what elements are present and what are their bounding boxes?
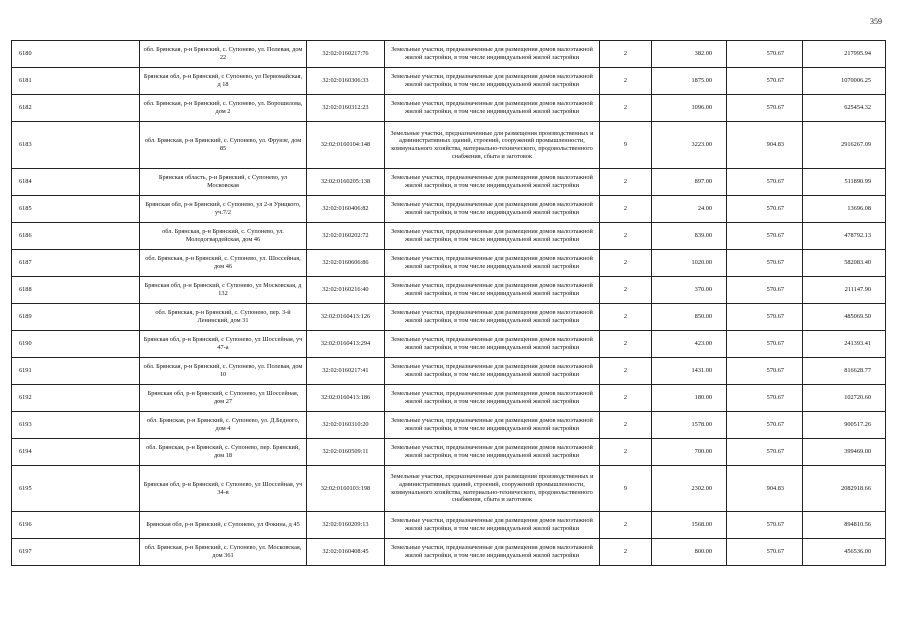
address-cell: Брянская обл, р-н Брянский, с Супонево, ул 2-я Урицкого, уч.7/2	[140, 196, 307, 223]
land-use-cell: Земельные участки, предназначенные для размещения домов малоэтажной жилой застройки, в том числе индивидуальной жилой застройки	[385, 41, 600, 68]
table-row	[12, 68, 886, 95]
cadastral-number-cell: 32:02:0160413:186	[307, 385, 385, 412]
cadastral-value-cell: 13696.08	[803, 196, 886, 223]
specific-value-cell: 570.67	[727, 304, 803, 331]
address-cell: Брянская обл, р-н Брянский, с Супонево, ул Шоссейная, уч 34-в	[140, 466, 307, 512]
land-use-cell: Земельные участки, предназначенные для размещения домов малоэтажной жилой застройки, в том числе индивидуальной жилой застройки	[385, 304, 600, 331]
specific-value-cell: 570.67	[727, 223, 803, 250]
address-cell: Брянская обл, р-н Брянский, с Супонево, ул Фокина, д 45	[140, 512, 307, 539]
cadastral-number-cell: 32:02:0160205:138	[307, 169, 385, 196]
land-use-cell: Земельные участки, предназначенные для размещения домов малоэтажной жилой застройки, в том числе индивидуальной жилой застройки	[385, 250, 600, 277]
area-cell: 1431.00	[652, 358, 727, 385]
specific-value-cell: 570.67	[727, 95, 803, 122]
use-group-cell: 2	[600, 277, 652, 304]
area-cell: 700.00	[652, 439, 727, 466]
cadastral-value-cell: 456536.00	[803, 539, 886, 566]
land-use-cell: Земельные участки, предназначенные для размещения домов малоэтажной жилой застройки, в том числе индивидуальной жилой застройки	[385, 68, 600, 95]
cadastral-value-cell: 582083.40	[803, 250, 886, 277]
land-use-cell: Земельные участки, предназначенные для размещения домов малоэтажной жилой застройки, в том числе индивидуальной жилой застройки	[385, 539, 600, 566]
row-id-cell: 6188	[12, 277, 140, 304]
area-cell: 1020.00	[652, 250, 727, 277]
row-id-cell: 6193	[12, 412, 140, 439]
table-row	[12, 358, 886, 385]
table-row	[12, 331, 886, 358]
table-row	[12, 223, 886, 250]
cadastral-value-cell: 816628.77	[803, 358, 886, 385]
cadastral-number-cell: 32:02:0160209:13	[307, 512, 385, 539]
use-group-cell: 2	[600, 412, 652, 439]
cadastral-value-cell: 2916267.09	[803, 122, 886, 169]
specific-value-cell: 570.67	[727, 250, 803, 277]
row-id-cell: 6186	[12, 223, 140, 250]
address-cell: Брянская обл, р-н Брянский, с Супонево, ул Первомайская, д 18	[140, 68, 307, 95]
address-cell: Брянская обл, р-н Брянский, с Супонево, ул Шоссейная, дом 27	[140, 385, 307, 412]
land-use-cell: Земельные участки, предназначенные для размещения домов малоэтажной жилой застройки, в том числе индивидуальной жилой застройки	[385, 358, 600, 385]
table-row	[12, 95, 886, 122]
cadastral-number-cell: 32:02:0160310:20	[307, 412, 385, 439]
table-row	[12, 539, 886, 566]
cadastral-value-cell: 900517.26	[803, 412, 886, 439]
specific-value-cell: 570.67	[727, 439, 803, 466]
cadastral-value-cell: 511890.99	[803, 169, 886, 196]
specific-value-cell: 570.67	[727, 196, 803, 223]
land-use-cell: Земельные участки, предназначенные для размещения домов малоэтажной жилой застройки, в том числе индивидуальной жилой застройки	[385, 412, 600, 439]
cadastral-number-cell: 32:02:0160606:86	[307, 250, 385, 277]
cadastral-value-cell: 399469.00	[803, 439, 886, 466]
specific-value-cell: 570.67	[727, 385, 803, 412]
specific-value-cell: 904.83	[727, 466, 803, 512]
area-cell: 423.00	[652, 331, 727, 358]
cadastral-value-cell: 478792.13	[803, 223, 886, 250]
specific-value-cell: 570.67	[727, 68, 803, 95]
table-row	[12, 41, 886, 68]
row-id-cell: 6192	[12, 385, 140, 412]
address-cell: обл. Брянская, р-н Брянский, с. Супонево, пер. 3-й Ленинский, дом 31	[140, 304, 307, 331]
specific-value-cell: 570.67	[727, 41, 803, 68]
land-use-cell: Земельные участки, предназначенные для размещения домов малоэтажной жилой застройки, в том числе индивидуальной жилой застройки	[385, 95, 600, 122]
address-cell: Брянская область, р-н Брянский, с Супонево, ул Московская	[140, 169, 307, 196]
cadastral-number-cell: 32:02:0160216:40	[307, 277, 385, 304]
table-row	[12, 169, 886, 196]
specific-value-cell: 570.67	[727, 412, 803, 439]
row-id-cell: 6182	[12, 95, 140, 122]
address-cell: обл. Брянская, р-н Брянский, с. Супонево, ул. Полевая, дом 10	[140, 358, 307, 385]
use-group-cell: 2	[600, 169, 652, 196]
use-group-cell: 9	[600, 466, 652, 512]
land-use-cell: Земельные участки, предназначенные для размещения домов малоэтажной жилой застройки, в том числе индивидуальной жилой застройки	[385, 223, 600, 250]
use-group-cell: 9	[600, 122, 652, 169]
cadastral-number-cell: 32:02:0160217:76	[307, 41, 385, 68]
use-group-cell: 2	[600, 358, 652, 385]
row-id-cell: 6184	[12, 169, 140, 196]
row-id-cell: 6180	[12, 41, 140, 68]
row-id-cell: 6181	[12, 68, 140, 95]
area-cell: 3223.00	[652, 122, 727, 169]
land-use-cell: Земельные участки, предназначенные для размещения домов малоэтажной жилой застройки, в том числе индивидуальной жилой застройки	[385, 512, 600, 539]
page-number: 359	[870, 17, 882, 26]
table-row	[12, 512, 886, 539]
address-cell: обл. Брянская, р-н Брянский, с. Супонево, ул. Ворошилова, дом 2	[140, 95, 307, 122]
land-use-cell: Земельные участки, предназначенные для размещения производственных и административных зданий, строений, сооружений промышленности, коммунального хозяйства, материально-технического, продовольственного снабжения, сбыта и заготовок	[385, 466, 600, 512]
cadastral-value-cell: 211147.90	[803, 277, 886, 304]
cadastral-value-cell: 241393.41	[803, 331, 886, 358]
cadastral-value-cell: 1070006.25	[803, 68, 886, 95]
land-use-cell: Земельные участки, предназначенные для размещения домов малоэтажной жилой застройки, в том числе индивидуальной жилой застройки	[385, 277, 600, 304]
cadastral-value-cell: 894810.56	[803, 512, 886, 539]
specific-value-cell: 570.67	[727, 539, 803, 566]
table-row	[12, 304, 886, 331]
area-cell: 897.00	[652, 169, 727, 196]
row-id-cell: 6189	[12, 304, 140, 331]
address-cell: обл. Брянская, р-н Брянский, с. Супонево, ул. Молодогвардейская, дом 46	[140, 223, 307, 250]
row-id-cell: 6191	[12, 358, 140, 385]
use-group-cell: 2	[600, 385, 652, 412]
row-id-cell: 6185	[12, 196, 140, 223]
cadastral-value-cell: 485069.50	[803, 304, 886, 331]
area-cell: 800.00	[652, 539, 727, 566]
use-group-cell: 2	[600, 41, 652, 68]
address-cell: обл. Брянская, р-н Брянский, с. Супонево, пер. Брянский, дом 18	[140, 439, 307, 466]
area-cell: 370.00	[652, 277, 727, 304]
area-cell: 382.00	[652, 41, 727, 68]
address-cell: обл. Брянская, р-н Брянский, с. Супонево, ул. Полевая, дом 22	[140, 41, 307, 68]
cadastral-number-cell: 32:02:0160312:23	[307, 95, 385, 122]
use-group-cell: 2	[600, 331, 652, 358]
area-cell: 2302.00	[652, 466, 727, 512]
row-id-cell: 6194	[12, 439, 140, 466]
specific-value-cell: 570.67	[727, 331, 803, 358]
use-group-cell: 2	[600, 512, 652, 539]
specific-value-cell: 570.67	[727, 277, 803, 304]
specific-value-cell: 570.67	[727, 512, 803, 539]
row-id-cell: 6196	[12, 512, 140, 539]
address-cell: обл. Брянская, р-н Брянский, с. Супонево, ул. Московская, дом 361	[140, 539, 307, 566]
use-group-cell: 2	[600, 68, 652, 95]
land-use-cell: Земельные участки, предназначенные для размещения домов малоэтажной жилой застройки, в том числе индивидуальной жилой застройки	[385, 331, 600, 358]
land-use-cell: Земельные участки, предназначенные для размещения домов малоэтажной жилой застройки, в том числе индивидуальной жилой застройки	[385, 385, 600, 412]
land-use-cell: Земельные участки, предназначенные для размещения домов малоэтажной жилой застройки, в том числе индивидуальной жилой застройки	[385, 196, 600, 223]
area-cell: 1096.00	[652, 95, 727, 122]
address-cell: Брянская обл, р-н Брянский, с Супонево, ул Шоссейная, уч 47-а	[140, 331, 307, 358]
area-cell: 850.00	[652, 304, 727, 331]
row-id-cell: 6187	[12, 250, 140, 277]
specific-value-cell: 570.67	[727, 358, 803, 385]
address-cell: обл. Брянская, р-н Брянский, с. Супонево, ул. Фрунзе, дом 85	[140, 122, 307, 169]
use-group-cell: 2	[600, 95, 652, 122]
use-group-cell: 2	[600, 439, 652, 466]
cadastral-value-cell: 625454.32	[803, 95, 886, 122]
land-use-cell: Земельные участки, предназначенные для размещения домов малоэтажной жилой застройки, в том числе индивидуальной жилой застройки	[385, 169, 600, 196]
table-row	[12, 277, 886, 304]
address-cell: обл. Брянская, р-н Брянский, с. Супонево, ул. Шоссейная, дом 46	[140, 250, 307, 277]
cadastral-number-cell: 32:02:0160413:126	[307, 304, 385, 331]
specific-value-cell: 570.67	[727, 169, 803, 196]
use-group-cell: 2	[600, 304, 652, 331]
cadastral-number-cell: 32:02:0160406:82	[307, 196, 385, 223]
cadastral-number-cell: 32:02:0160413:294	[307, 331, 385, 358]
cadastral-number-cell: 32:02:0160509:11	[307, 439, 385, 466]
area-cell: 24.00	[652, 196, 727, 223]
row-id-cell: 6190	[12, 331, 140, 358]
use-group-cell: 2	[600, 196, 652, 223]
cadastral-number-cell: 32:02:0160104:148	[307, 122, 385, 169]
cadastral-number-cell: 32:02:0160202:72	[307, 223, 385, 250]
cadastral-value-cell: 217995.94	[803, 41, 886, 68]
cadastral-number-cell: 32:02:0160217:41	[307, 358, 385, 385]
table-row	[12, 466, 886, 512]
table-row	[12, 122, 886, 169]
cadastral-value-table	[11, 40, 886, 566]
land-use-cell: Земельные участки, предназначенные для размещения производственных и административных зданий, строений, сооружений промышленности, коммунального хозяйства, материально-технического, продовольственного снабжения, сбыта и заготовок	[385, 122, 600, 169]
use-group-cell: 2	[600, 539, 652, 566]
table-row	[12, 412, 886, 439]
row-id-cell: 6197	[12, 539, 140, 566]
area-cell: 180.00	[652, 385, 727, 412]
table-row	[12, 385, 886, 412]
cadastral-number-cell: 32:02:0160306:33	[307, 68, 385, 95]
land-use-cell: Земельные участки, предназначенные для размещения домов малоэтажной жилой застройки, в том числе индивидуальной жилой застройки	[385, 439, 600, 466]
table-row	[12, 250, 886, 277]
cadastral-value-cell: 2082918.66	[803, 466, 886, 512]
area-cell: 839.00	[652, 223, 727, 250]
address-cell: обл. Брянская, р-н Брянский, с. Супонево, ул. Д.Бедного, дом 4	[140, 412, 307, 439]
use-group-cell: 2	[600, 250, 652, 277]
address-cell: Брянская обл, р-н Брянский, с Супонево, ул Московская, д 132	[140, 277, 307, 304]
use-group-cell: 2	[600, 223, 652, 250]
row-id-cell: 6195	[12, 466, 140, 512]
cadastral-value-cell: 102720.60	[803, 385, 886, 412]
cadastral-number-cell: 32:02:0160103:198	[307, 466, 385, 512]
area-cell: 1578.00	[652, 412, 727, 439]
table-row	[12, 439, 886, 466]
table-row	[12, 196, 886, 223]
area-cell: 1568.00	[652, 512, 727, 539]
cadastral-number-cell: 32:02:0160408:45	[307, 539, 385, 566]
area-cell: 1875.00	[652, 68, 727, 95]
specific-value-cell: 904.83	[727, 122, 803, 169]
row-id-cell: 6183	[12, 122, 140, 169]
